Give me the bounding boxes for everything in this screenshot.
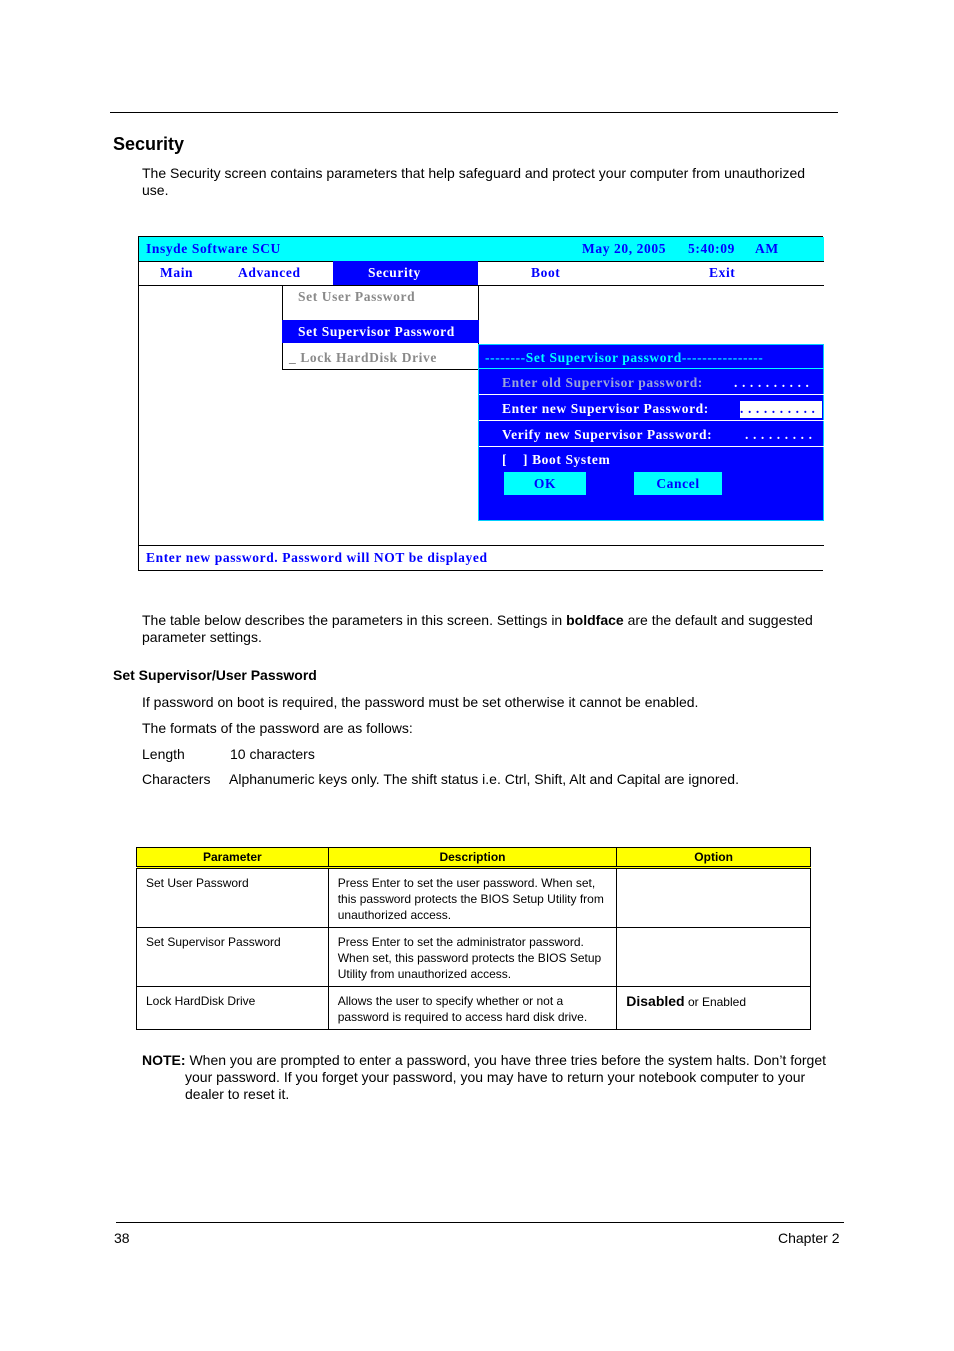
header-description: Description <box>328 848 617 868</box>
menu-advanced[interactable]: Advanced <box>238 265 301 280</box>
header-parameter: Parameter <box>137 848 329 868</box>
item-set-supervisor-password[interactable]: Set Supervisor Password <box>298 324 455 339</box>
page-title: Security <box>113 134 185 154</box>
cell-option <box>617 868 811 928</box>
footer-chapter: Chapter 2 <box>778 1230 840 1246</box>
cell-parameter: Set User Password <box>137 868 329 928</box>
cell-option <box>617 928 811 987</box>
section-subheading: Set Supervisor/User Password <box>113 667 317 683</box>
bios-ampm: AM <box>755 241 779 256</box>
new-password-label: Enter new Supervisor Password: <box>502 401 709 416</box>
footer-rule <box>116 1222 844 1223</box>
table-header-row <box>137 848 811 868</box>
dialog-row-line-2 <box>479 420 824 421</box>
bios-date: May 20, 2005 <box>582 241 667 256</box>
dialog-row-line-1 <box>479 394 824 395</box>
length-label: Length <box>142 746 185 762</box>
parameter-table <box>136 847 811 1030</box>
cell-parameter: Lock HardDisk Drive <box>137 987 329 1030</box>
boot-system-checkbox[interactable]: [ ] Boot System <box>502 452 611 467</box>
cancel-button[interactable] <box>634 472 722 495</box>
table-row <box>137 868 811 928</box>
para-password-boot: If password on boot is required, the password must be set otherwise it cannot be enabled. <box>142 694 699 710</box>
length-value: 10 characters <box>230 746 315 762</box>
cell-description: Press Enter to set the administrator password. When set, this password protects the BIOS Setup Utility from unauthorized access. <box>328 928 617 987</box>
menu-exit[interactable]: Exit <box>709 265 736 280</box>
bios-screenshot <box>138 236 823 571</box>
ok-button-label: OK <box>533 476 557 491</box>
dialog-title: --------Set Supervisor password---------------- <box>485 350 764 365</box>
cell-description: Allows the user to specify whether or not a password is required to access hard disk drive. <box>328 987 617 1030</box>
new-password-field[interactable] <box>740 401 822 418</box>
table-intro-text-1: The table below describes the parameters in this screen. Settings in <box>142 612 567 628</box>
help-line-divider <box>139 545 824 546</box>
table-intro-bold: boldface <box>566 612 624 628</box>
option-alternative: or Enabled <box>684 995 746 1009</box>
note-text: When you are prompted to enter a password, you have three tries before the system halts. Don’t forget your password. If you forget your password, you may have to return your notebook computer to your dealer to reset it. <box>185 1052 827 1102</box>
ok-button[interactable] <box>504 472 586 495</box>
cell-description: Press Enter to set the user password. When set, this password protects the BIOS Setup Utility from unauthorized access. <box>328 868 617 928</box>
bios-title: Insyde Software SCU <box>146 241 281 256</box>
menu-boot[interactable]: Boot <box>531 265 561 280</box>
characters-value: Alphanumeric keys only. The shift status i.e. Ctrl, Shift, Alt and Capital are ignored. <box>229 771 739 787</box>
intro-paragraph: The Security screen contains parameters that help safeguard and protect your computer from unauthorized use. <box>142 165 806 198</box>
top-rule <box>110 112 838 113</box>
dialog-row-line-3 <box>479 446 824 447</box>
para-password-formats: The formats of the password are as follows: <box>142 720 413 736</box>
menu-security[interactable]: Security <box>368 265 421 280</box>
cancel-button-label: Cancel <box>656 476 700 491</box>
table-row <box>137 987 811 1030</box>
menu-main[interactable]: Main <box>160 265 194 280</box>
bios-time: 5:40:09 <box>688 241 735 256</box>
verify-password-label: Verify new Supervisor Password: <box>502 427 713 442</box>
item-lock-harddisk[interactable]: _ Lock HardDisk Drive <box>289 350 437 365</box>
old-password-field[interactable]: . . . . . . . . . . <box>734 375 810 390</box>
footer-page-number: 38 <box>114 1230 130 1246</box>
bios-help-text: Enter new password. Password will NOT be displayed <box>146 550 488 565</box>
note-label: NOTE: <box>142 1052 186 1068</box>
cell-option <box>617 987 811 1030</box>
verify-password-field[interactable]: . . . . . . . . . <box>745 427 813 442</box>
option-default: Disabled <box>626 993 685 1009</box>
new-password-value: . . . . . . . . . . <box>740 401 816 416</box>
cell-parameter: Set Supervisor Password <box>137 928 329 987</box>
old-password-label: Enter old Supervisor password: <box>502 375 703 390</box>
table-row <box>137 928 811 987</box>
item-set-user-password[interactable]: Set User Password <box>298 289 416 304</box>
dialog-title-line <box>479 368 824 369</box>
header-option: Option <box>617 848 811 868</box>
note-paragraph <box>142 1052 840 1103</box>
table-intro <box>142 612 842 646</box>
table-intro-text-2: are the default and suggested parameter settings. <box>142 612 813 645</box>
characters-label: Characters <box>142 771 211 787</box>
